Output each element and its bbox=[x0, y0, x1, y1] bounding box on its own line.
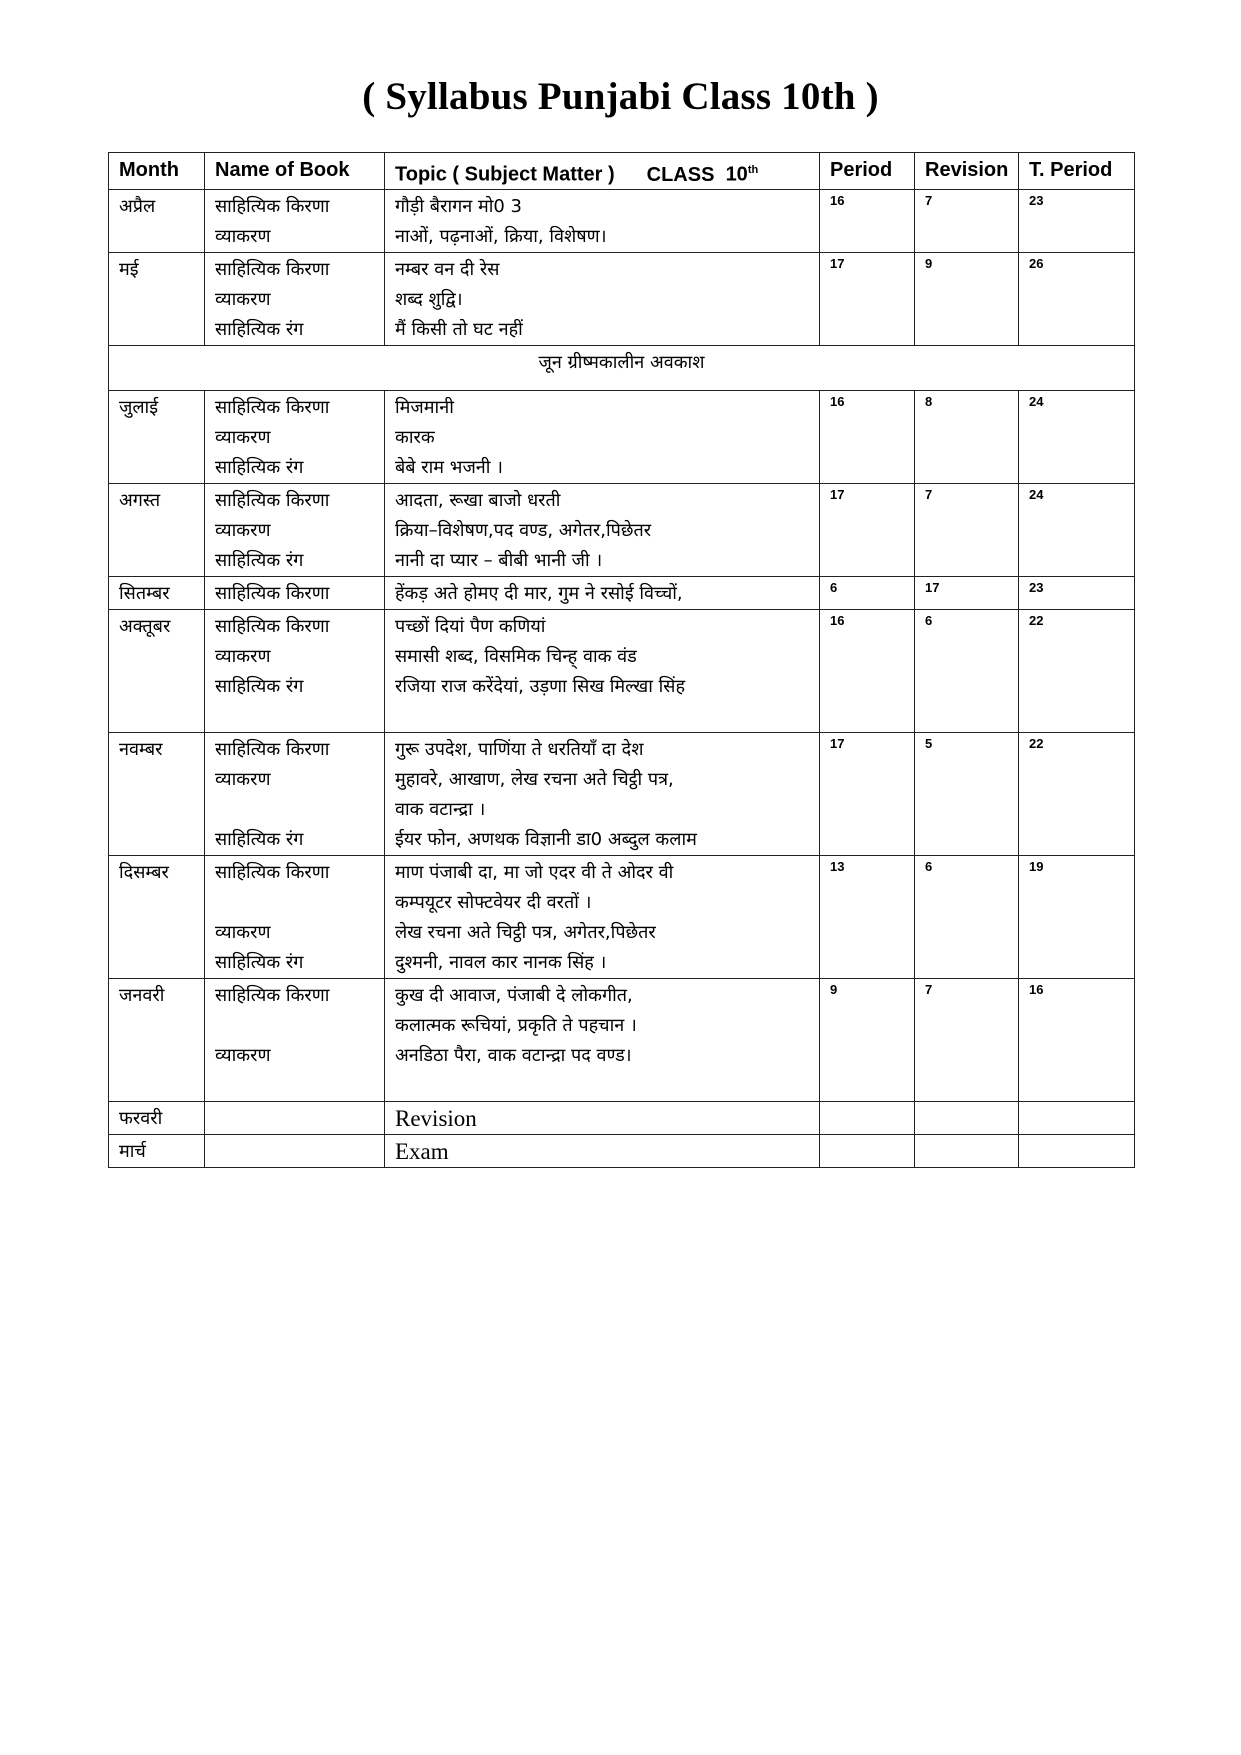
book-line: साहित्यिक किरणा bbox=[215, 489, 330, 511]
topic-line: ईयर फोन, अणथक विज्ञानी डा0 अब्दुल कलाम bbox=[395, 828, 697, 850]
page-title: ( Syllabus Punjabi Class 10th ) bbox=[362, 75, 879, 118]
book-cell bbox=[205, 252, 385, 345]
topic-line: हेंकड़ अते होमए दी मार, गुम ने रसोई विच्चों, bbox=[395, 582, 683, 604]
syllabus-table bbox=[108, 152, 1135, 1168]
topic-line: पच्छों दियां पैण कणियां bbox=[395, 615, 546, 637]
month-cell: दिसम्बर bbox=[109, 855, 205, 978]
total-period-cell: 24 bbox=[1019, 390, 1135, 483]
book-line: साहित्यिक किरणा bbox=[215, 582, 330, 604]
revision-cell: 5 bbox=[915, 732, 1019, 855]
revision-cell: 7 bbox=[915, 189, 1019, 252]
book-line: साहित्यिक किरणा bbox=[215, 984, 330, 1006]
revision-cell: 17 bbox=[915, 576, 1019, 609]
header-book: Name of Book bbox=[205, 153, 385, 190]
total-period-cell: 22 bbox=[1019, 732, 1135, 855]
header-class-number: 10 bbox=[725, 163, 748, 186]
book-line: व्याकरण bbox=[215, 519, 271, 541]
header-period: Period bbox=[820, 153, 915, 190]
total-period-cell bbox=[1019, 1134, 1135, 1167]
book-cell bbox=[205, 483, 385, 576]
month-cell: नवम्बर bbox=[109, 732, 205, 855]
topic-cell bbox=[385, 732, 820, 855]
total-period-cell: 24 bbox=[1019, 483, 1135, 576]
period-cell bbox=[820, 1134, 915, 1167]
topic-cell bbox=[385, 189, 820, 252]
book-line: साहित्यिक रंग bbox=[215, 951, 304, 973]
topic-cell bbox=[385, 855, 820, 978]
header-month: Month bbox=[109, 153, 205, 190]
topic-line: मिजमानी bbox=[395, 396, 454, 418]
topic-line: अनडिठा पैरा, वाक वटान्द्रा पद वण्ड। bbox=[395, 1044, 632, 1066]
revision-cell: 7 bbox=[915, 978, 1019, 1101]
period-cell: 17 bbox=[820, 483, 915, 576]
total-period-cell: 26 bbox=[1019, 252, 1135, 345]
period-cell: 16 bbox=[820, 609, 915, 732]
book-cell bbox=[205, 390, 385, 483]
topic-line: कारक bbox=[395, 426, 435, 448]
book-line: व्याकरण bbox=[215, 426, 271, 448]
period-cell: 17 bbox=[820, 732, 915, 855]
month-cell: जनवरी bbox=[109, 978, 205, 1101]
revision-cell: 7 bbox=[915, 483, 1019, 576]
book-cell bbox=[205, 978, 385, 1101]
topic-line: गुरू उपदेश, पाणिंया ते धरतियॉं दा देश bbox=[395, 738, 644, 760]
month-cell: मार्च bbox=[109, 1134, 205, 1167]
header-class-label: CLASS bbox=[646, 163, 715, 186]
book-line: साहित्यिक किरणा bbox=[215, 615, 330, 637]
topic-line: गौड़ी बैरागन मो0 3 bbox=[395, 195, 523, 217]
period-cell: 9 bbox=[820, 978, 915, 1101]
revision-cell bbox=[915, 1134, 1019, 1167]
total-period-cell: 16 bbox=[1019, 978, 1135, 1101]
header-total-period: T. Period bbox=[1019, 153, 1135, 190]
topic-line: शब्द शुद्वि। bbox=[395, 288, 463, 310]
book-line: व्याकरण bbox=[215, 1044, 271, 1066]
book-line: व्याकरण bbox=[215, 288, 271, 310]
table-row bbox=[109, 978, 1135, 1101]
book-cell bbox=[205, 576, 385, 609]
total-period-cell: 23 bbox=[1019, 576, 1135, 609]
header-topic bbox=[385, 153, 820, 190]
header-row bbox=[109, 153, 1135, 190]
table-row bbox=[109, 732, 1135, 855]
period-cell: 6 bbox=[820, 576, 915, 609]
month-cell: मई bbox=[109, 252, 205, 345]
table-row bbox=[109, 609, 1135, 732]
book-line: साहित्यिक किरणा bbox=[215, 396, 330, 418]
topic-line: लेख रचना अते चिट्ठी पत्र, अगेतर,पिछेतर bbox=[395, 921, 656, 943]
table-row bbox=[109, 189, 1135, 252]
header-topic-label: Topic ( Subject Matter ) bbox=[395, 163, 615, 186]
topic-line: नानी दा प्यार – बीबी भानी जी । bbox=[395, 549, 603, 571]
vacation-row bbox=[109, 345, 1135, 390]
topic-line: नम्बर वन दी रेस bbox=[395, 258, 500, 280]
book-line: साहित्यिक रंग bbox=[215, 318, 304, 340]
topic-cell bbox=[385, 390, 820, 483]
total-period-cell: 19 bbox=[1019, 855, 1135, 978]
topic-line: कलात्मक रूचियां, प्रकृति ते पहचान । bbox=[395, 1014, 637, 1036]
period-cell: 16 bbox=[820, 189, 915, 252]
topic-cell: Revision bbox=[385, 1101, 820, 1134]
table-row bbox=[109, 1101, 1135, 1134]
book-line: साहित्यिक किरणा bbox=[215, 195, 330, 217]
period-cell: 16 bbox=[820, 390, 915, 483]
book-cell bbox=[205, 1101, 385, 1134]
month-cell: अप्रैल bbox=[109, 189, 205, 252]
book-line: व्याकरण bbox=[215, 225, 271, 247]
book-cell bbox=[205, 609, 385, 732]
revision-cell: 6 bbox=[915, 855, 1019, 978]
topic-line: क्रिया–विशेषण,पद वण्ड, अगेतर,पिछेतर bbox=[395, 519, 652, 541]
period-cell bbox=[820, 1101, 915, 1134]
book-cell bbox=[205, 732, 385, 855]
book-line: व्याकरण bbox=[215, 768, 271, 790]
revision-cell bbox=[915, 1101, 1019, 1134]
month-cell: फरवरी bbox=[109, 1101, 205, 1134]
book-line: साहित्यिक किरणा bbox=[215, 258, 330, 280]
book-cell bbox=[205, 1134, 385, 1167]
total-period-cell: 23 bbox=[1019, 189, 1135, 252]
header-revision: Revision bbox=[915, 153, 1019, 190]
topic-cell bbox=[385, 576, 820, 609]
period-cell: 13 bbox=[820, 855, 915, 978]
topic-line: समासी शब्द, विसमिक चिन्ह् वाक वंड bbox=[395, 645, 637, 667]
month-cell: जुलाई bbox=[109, 390, 205, 483]
book-line bbox=[215, 888, 374, 918]
book-line: साहित्यिक रंग bbox=[215, 456, 304, 478]
topic-cell bbox=[385, 609, 820, 732]
topic-line: नाओं, पढ़नाओं, क्रिया, विशेषण। bbox=[395, 225, 607, 247]
book-line: व्याकरण bbox=[215, 921, 271, 943]
book-line: व्याकरण bbox=[215, 645, 271, 667]
table-row bbox=[109, 576, 1135, 609]
month-cell: अक्तूबर bbox=[109, 609, 205, 732]
revision-cell: 6 bbox=[915, 609, 1019, 732]
total-period-cell bbox=[1019, 1101, 1135, 1134]
header-class-suffix: th bbox=[747, 164, 759, 176]
revision-cell: 8 bbox=[915, 390, 1019, 483]
topic-line: मैं किसी तो घट नहीं bbox=[395, 318, 523, 340]
topic-line: वाक वटान्द्रा । bbox=[395, 798, 486, 820]
revision-cell: 9 bbox=[915, 252, 1019, 345]
book-cell bbox=[205, 189, 385, 252]
topic-line: कुख दी आवाज, पंजाबी दे लोकगीत, bbox=[395, 984, 633, 1006]
topic-cell bbox=[385, 252, 820, 345]
period-cell: 17 bbox=[820, 252, 915, 345]
month-cell: अगस्त bbox=[109, 483, 205, 576]
topic-line: रजिया राज करेंदेयां, उड़णा सिख मिल्खा सिंह bbox=[395, 675, 686, 697]
table-row bbox=[109, 855, 1135, 978]
book-line bbox=[215, 1011, 374, 1041]
table-row bbox=[109, 390, 1135, 483]
month-cell: सितम्बर bbox=[109, 576, 205, 609]
topic-cell bbox=[385, 978, 820, 1101]
topic-line: दुश्मनी, नावल कार नानक सिंह । bbox=[395, 951, 607, 973]
book-cell bbox=[205, 855, 385, 978]
topic-line: आदता, रूखा बाजो धरती bbox=[395, 489, 561, 511]
vacation-cell: जून ग्रीष्मकालीन अवकाश bbox=[109, 345, 1135, 390]
book-line bbox=[215, 795, 374, 825]
topic-line: माण पंजाबी दा, मा जो एदर वी ते ओदर वी bbox=[395, 861, 674, 883]
book-line: साहित्यिक किरणा bbox=[215, 861, 330, 883]
table-row bbox=[109, 483, 1135, 576]
table-row bbox=[109, 252, 1135, 345]
book-line: साहित्यिक रंग bbox=[215, 675, 304, 697]
topic-line: कम्पयूटर सोफ्टवेयर दी वरतों । bbox=[395, 891, 592, 913]
table-row bbox=[109, 1134, 1135, 1167]
topic-line: मुहावरे, आखाण, लेख रचना अते चिट्ठी पत्र, bbox=[395, 768, 674, 790]
book-line: साहित्यिक रंग bbox=[215, 828, 304, 850]
book-line: साहित्यिक रंग bbox=[215, 549, 304, 571]
total-period-cell: 22 bbox=[1019, 609, 1135, 732]
topic-cell: Exam bbox=[385, 1134, 820, 1167]
topic-line: बेबे राम भजनी । bbox=[395, 456, 503, 478]
topic-cell bbox=[385, 483, 820, 576]
book-line: साहित्यिक किरणा bbox=[215, 738, 330, 760]
